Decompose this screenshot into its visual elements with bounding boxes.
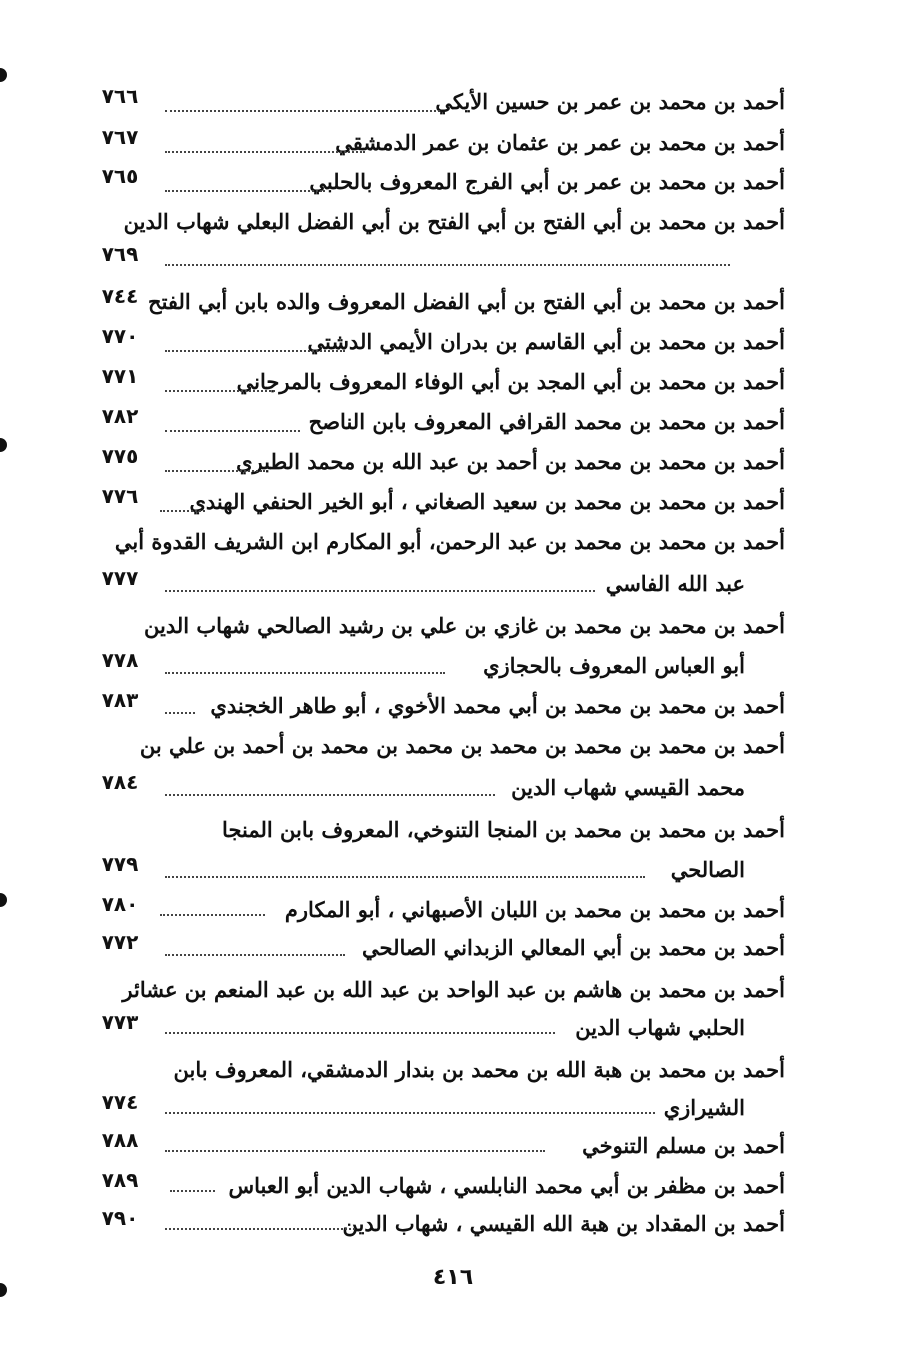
entry-name: أحمد بن المقداد بن هبة الله القيسي ، شهاب الدين xyxy=(342,1211,785,1236)
index-entry xyxy=(95,444,785,480)
entry-name: أحمد بن محمد بن عمر بن عثمان بن عمر الدمشقي xyxy=(335,130,785,155)
page-number: ٧٨٨ xyxy=(101,1128,139,1152)
page-number: ٧٩٠ xyxy=(101,1206,139,1230)
index-entry xyxy=(95,1010,785,1046)
entry-name: أحمد بن محمد بن هبة الله بن محمد بن بندار الدمشقي، المعروف بابن xyxy=(173,1057,785,1082)
index-entry xyxy=(95,84,785,120)
index-entry xyxy=(95,125,785,161)
entry-name: أحمد بن محمد بن هاشم بن عبد الواحد بن عبد الله بن عبد المنعم بن عشائر xyxy=(122,977,785,1002)
dot-leader xyxy=(165,190,325,192)
page-number: ٧٧٩ xyxy=(101,852,139,876)
index-entry xyxy=(95,164,785,200)
dot-leader xyxy=(165,430,300,432)
page-number: ٧٧٨ xyxy=(101,648,139,672)
index-entry xyxy=(95,566,785,602)
dot-leader xyxy=(165,1150,545,1152)
dot-leader xyxy=(165,1112,655,1114)
dot-leader xyxy=(165,1032,555,1034)
index-entry xyxy=(95,404,785,440)
page-number: ٧٦٦ xyxy=(101,84,139,108)
page-number: ٧٧٢ xyxy=(101,930,139,954)
entry-name: أحمد بن محمد بن أبي المعالي الزبداني الصالحي xyxy=(362,935,785,960)
dot-leader xyxy=(165,390,275,392)
entry-name: أحمد بن محمد بن أبي المجد بن أبي الوفاء المعروف بالمرجاني xyxy=(236,369,785,394)
entry-name: أحمد بن مظفر بن أبي محمد النابلسي ، شهاب الدين أبو العباس xyxy=(228,1173,785,1198)
index-entry xyxy=(95,242,785,278)
index-entry xyxy=(95,930,785,966)
dot-leader xyxy=(160,510,205,512)
entry-name: أحمد بن محمد بن أبي الفتح بن أبي الفتح بن أبي الفضل البعلي شهاب الدين xyxy=(123,209,785,234)
entry-name: الحلبي شهاب الدين xyxy=(575,1015,745,1040)
page-number: ٧٧٥ xyxy=(101,444,139,468)
index-entry xyxy=(95,812,785,848)
entry-name: أحمد بن محمد بن محمد بن غازي بن علي بن رشيد الصالحي شهاب الدين xyxy=(144,613,785,638)
entry-name: أحمد بن محمد بن محمد بن محمد بن محمد بن محمد بن أحمد بن علي بن xyxy=(139,733,785,758)
page-number: ٧٧٤ xyxy=(101,1090,139,1114)
scan-edge-mark xyxy=(0,68,7,82)
dot-leader xyxy=(170,1190,215,1192)
page-number: ٧٨٣ xyxy=(101,688,139,712)
index-page xyxy=(95,72,795,1272)
page-number: ٧٧٠ xyxy=(101,324,139,348)
index-entry xyxy=(95,484,785,520)
page-number: ٧٧٦ xyxy=(101,484,139,508)
index-entry xyxy=(95,1168,785,1204)
entry-name: الصالحي xyxy=(670,857,745,882)
page-number: ٧٨٠ xyxy=(101,892,139,916)
page-folio-number: ٤١٦ xyxy=(432,1265,474,1290)
dot-leader xyxy=(165,151,365,153)
page-number: ٧٨٩ xyxy=(101,1168,139,1192)
index-entry xyxy=(95,892,785,928)
dot-leader xyxy=(165,876,645,878)
scan-edge-mark xyxy=(0,438,7,452)
index-entry xyxy=(95,1206,785,1242)
entry-name: أحمد بن محمد بن محمد بن المنجا التنوخي، المعروف بابن المنجا xyxy=(222,817,785,842)
entry-name: أحمد بن محمد بن محمد بن أبي محمد الأخوي ، أبو طاهر الخجندي xyxy=(210,693,785,718)
entry-name: أحمد بن محمد بن أبي الفتح بن أبي الفضل المعروف والده بابن أبي الفتح xyxy=(148,289,785,314)
scan-edge-mark xyxy=(0,893,7,907)
entry-name: أحمد بن محمد بن محمد بن سعيد الصغاني ، أبو الخير الحنفي الهندي xyxy=(189,489,785,514)
dot-leader xyxy=(165,350,345,352)
page-number: ٧٤٤ xyxy=(101,284,139,308)
index-entry xyxy=(95,852,785,888)
dot-leader xyxy=(165,590,595,592)
page-number: ٧٧٣ xyxy=(101,1010,139,1034)
index-entry xyxy=(95,364,785,400)
index-entry xyxy=(95,1090,785,1126)
dot-leader xyxy=(165,264,730,266)
entry-name: الشيرازي xyxy=(663,1095,745,1120)
dot-leader xyxy=(160,914,265,916)
dot-leader xyxy=(165,712,195,714)
index-entry xyxy=(95,524,785,560)
index-entry xyxy=(95,770,785,806)
entry-name: أحمد بن محمد بن عمر بن حسين الأيكي xyxy=(435,89,785,114)
entry-name: محمد القيسي شهاب الدين xyxy=(511,775,745,800)
entry-name: أحمد بن محمد بن محمد بن اللبان الأصبهاني ، أبو المكارم xyxy=(284,897,785,922)
dot-leader xyxy=(165,470,265,472)
page-number: ٧٦٧ xyxy=(101,125,139,149)
dot-leader xyxy=(165,1228,355,1230)
index-entry xyxy=(95,204,785,240)
dot-leader xyxy=(165,794,495,796)
page-number: ٧٧٧ xyxy=(101,566,139,590)
entry-name: أحمد بن محمد بن أبي القاسم بن بدران الأيمي الدشتي xyxy=(307,329,785,354)
entry-name: أحمد بن محمد بن محمد بن عبد الرحمن، أبو المكارم ابن الشريف القدوة أبي xyxy=(114,529,785,554)
entry-name: أحمد بن محمد بن محمد بن أحمد بن عبد الله بن محمد الطبري xyxy=(236,449,785,474)
dot-leader xyxy=(165,110,440,112)
index-entry xyxy=(95,648,785,684)
entry-name: أحمد بن محمد بن عمر بن أبي الفرج المعروف بالحلبي xyxy=(309,169,785,194)
index-entry xyxy=(95,688,785,724)
page-number: ٧٨٤ xyxy=(101,770,139,794)
page-number: ٧٦٥ xyxy=(101,164,139,188)
entry-name: أبو العباس المعروف بالحجازي xyxy=(483,653,745,678)
entry-name: أحمد بن مسلم التنوخي xyxy=(582,1133,785,1158)
page-number: ٧٧١ xyxy=(101,364,139,388)
page-number: ٧٨٢ xyxy=(101,404,139,428)
index-entry xyxy=(95,1052,785,1088)
index-entry xyxy=(95,324,785,360)
index-entry xyxy=(95,728,785,764)
entry-name: أحمد بن محمد بن محمد القرافي المعروف بابن الناصح xyxy=(308,409,785,434)
index-entry xyxy=(95,608,785,644)
index-entry xyxy=(95,284,785,320)
entry-name: عبد الله الفاسي xyxy=(605,571,745,596)
index-entry xyxy=(95,972,785,1008)
dot-leader xyxy=(165,954,345,956)
index-entry xyxy=(95,1128,785,1164)
page-number: ٧٦٩ xyxy=(101,242,139,266)
dot-leader xyxy=(165,672,445,674)
